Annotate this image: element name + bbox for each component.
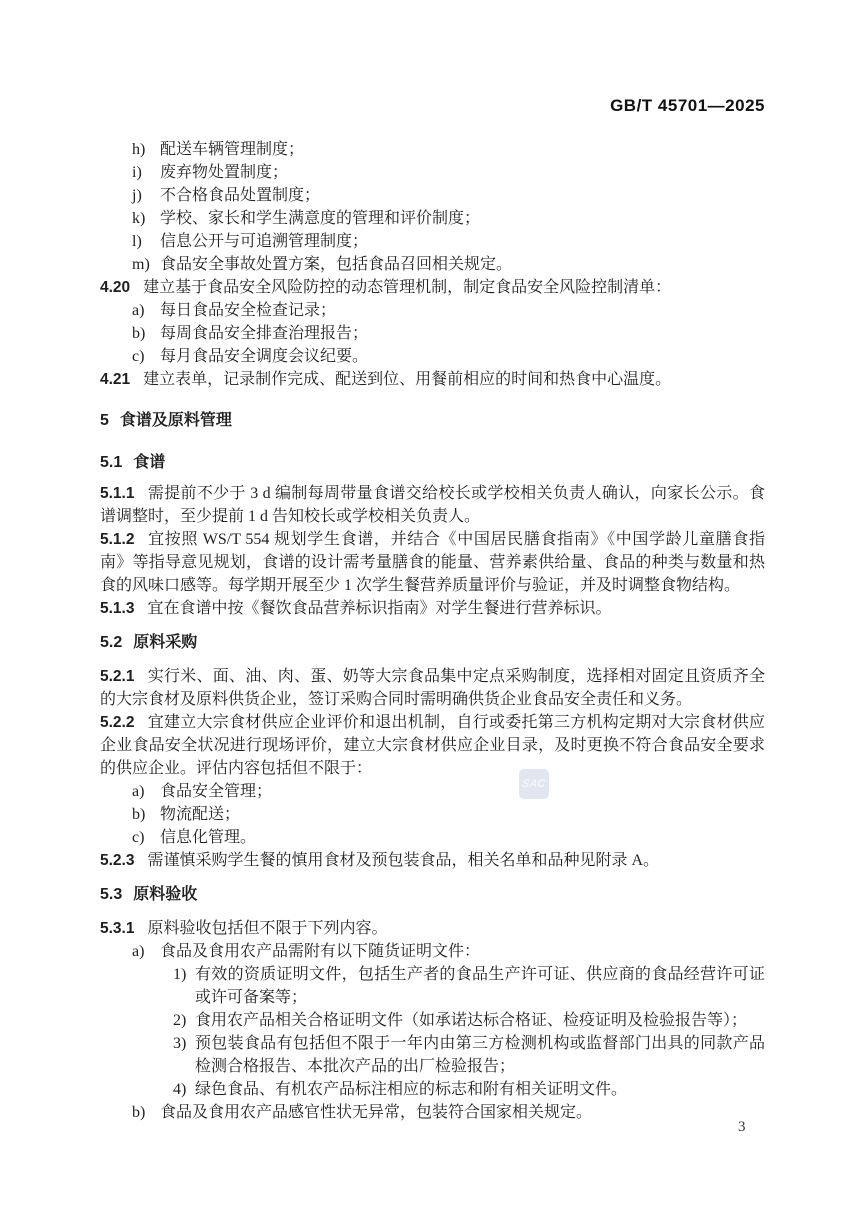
list-item-b	[100, 1101, 765, 1124]
list-text: 废弃物处置制度；	[160, 164, 289, 181]
list-text: 食品安全管理；	[160, 783, 273, 800]
subsection-heading-5-3	[100, 883, 765, 906]
list-text: 每日食品安全检查记录；	[160, 302, 337, 319]
list-item	[100, 138, 765, 161]
list-text: 绿色食品、有机农产品标注相应的标志和附有相关证明文件。	[195, 1081, 628, 1098]
list-marker: b)	[132, 1104, 146, 1121]
clause-text: 建立基于食品安全风险防控的动态管理机制，制定食品安全风险控制清单：	[143, 279, 672, 296]
heading-title: 原料验收	[133, 886, 198, 903]
clause-text: 宜建立大宗食材供应企业评价和退出机制，自行或委托第三方机构定期对大宗食材供应企业食品安全状况进行现场评价，建立大宗食材供应企业目录，及时更换不符合食品安全要求的供应企业。评估内容包括但不限于：	[100, 714, 765, 777]
list-item	[100, 780, 765, 803]
list-marker: m)	[132, 256, 150, 273]
list-marker: 4)	[173, 1081, 187, 1098]
list-item	[100, 826, 765, 849]
clause-text: 宜在食谱中按《餐饮食品营养标识指南》对学生餐进行营养标识。	[147, 600, 612, 617]
list-item	[100, 207, 765, 230]
clause-number: 5.1.1	[100, 485, 135, 502]
list-item	[100, 184, 765, 207]
clause-text: 实行米、面、油、肉、蛋、奶等大宗食品集中定点采购制度，选择相对固定且资质齐全的大宗食材及原料供货企业，签订采购合同时需明确供货企业食品安全责任和义务。	[100, 668, 765, 708]
clause-5-3-1	[100, 917, 765, 940]
clause-text: 需提前不少于 3 d 编制每周带量食谱交给校长或学校相关负责人确认，向家长公示。食谱调整时，至少提前 1 d 告知校长或学校相关负责人。	[100, 485, 765, 525]
subsection-heading-5-1	[100, 451, 765, 474]
heading-number: 5	[100, 412, 109, 429]
clause-number: 5.2.1	[100, 668, 135, 685]
sublist-item	[100, 963, 765, 1009]
clause-4-20	[100, 276, 765, 299]
list-text: 每周食品安全排查治理报告；	[160, 325, 369, 342]
list-item	[100, 299, 765, 322]
clause-5-1-1	[100, 482, 765, 528]
evaluation-list-5-2-2	[100, 780, 765, 849]
list-marker: b)	[132, 325, 146, 342]
clause-text: 宜按照 WS/T 554 规划学生食谱，并结合《中国居民膳食指南》《中国学龄儿童膳食指南》等指导意见规划，食谱的设计需考量膳食的能量、营养素供给量、食品的种类与数量和热食的风味口感等。每学期开展至少 1 次学生餐营养质量评价与验证，并及时调整食物结构。	[100, 531, 765, 594]
clause-number: 5.3.1	[100, 920, 135, 937]
list-item-a	[100, 940, 765, 963]
list-text: 食用农产品相关合格证明文件（如承诺达标合格证、检疫证明及检验报告等）；	[195, 1012, 748, 1029]
sublist-item	[100, 1032, 765, 1078]
heading-title: 原料采购	[133, 634, 198, 651]
list-text: 物流配送；	[160, 806, 241, 823]
list-text: 不合格食品处置制度；	[160, 187, 321, 204]
list-item	[100, 322, 765, 345]
sublist-item	[100, 1078, 765, 1101]
list-marker: l)	[132, 233, 142, 250]
clause-number: 4.21	[100, 371, 131, 388]
heading-number: 5.1	[100, 454, 123, 471]
clause-5-2-3	[100, 849, 765, 872]
list-text: 食品及食用农产品感官性状无异常，包装符合国家相关规定。	[160, 1104, 593, 1121]
list-marker: c)	[132, 829, 145, 846]
list-marker: h)	[132, 141, 146, 158]
list-marker: a)	[132, 943, 145, 960]
list-text: 学校、家长和学生满意度的管理和评价制度；	[160, 210, 481, 227]
list-marker: c)	[132, 348, 145, 365]
list-marker: 1)	[173, 966, 187, 983]
heading-title: 食谱及原料管理	[119, 412, 232, 429]
clause-text: 建立表单，记录制作完成、配送到位、用餐前相应的时间和热食中心温度。	[143, 371, 672, 388]
list-marker: 3)	[173, 1035, 187, 1052]
list-marker: k)	[132, 210, 146, 227]
clause-5-1-3	[100, 597, 765, 620]
clause-4-21	[100, 368, 765, 391]
list-item	[100, 803, 765, 826]
list-text: 有效的资质证明文件，包括生产者的食品生产许可证、供应商的食品经营许可证或许可备案等；	[195, 966, 765, 1006]
list-marker: i)	[132, 164, 142, 181]
list-item	[100, 161, 765, 184]
list-text: 信息公开与可追溯管理制度；	[160, 233, 369, 250]
list-item	[100, 253, 765, 276]
heading-number: 5.2	[100, 634, 123, 651]
list-item	[100, 230, 765, 253]
clause-5-1-2	[100, 528, 765, 597]
list-text: 预包装食品有包括但不限于一年内由第三方检测机构或监督部门出具的同款产品检测合格报告、本批次产品的出厂检验报告；	[195, 1035, 765, 1075]
clause-number: 5.2.3	[100, 852, 135, 869]
list-marker: a)	[132, 302, 145, 319]
list-item	[100, 345, 765, 368]
sac-watermark-text: SAC	[521, 777, 547, 790]
clause-number: 4.20	[100, 279, 131, 296]
list-marker: 2)	[173, 1012, 187, 1029]
document-sublist-5-3-1a	[100, 963, 765, 1101]
clause-number: 5.2.2	[100, 714, 135, 731]
list-text: 配送车辆管理制度；	[160, 141, 305, 158]
section-heading-5	[100, 409, 765, 432]
list-marker: j)	[132, 187, 142, 204]
clause-number: 5.1.3	[100, 600, 135, 617]
standard-number: GB/T 45701—2025	[610, 96, 765, 115]
clause-text: 需谨慎采购学生餐的慎用食材及预包装食品，相关名单和品种见附录 A。	[147, 852, 660, 869]
record-list-4-20	[100, 299, 765, 368]
sublist-item	[100, 1009, 765, 1032]
clause-5-2-1	[100, 665, 765, 711]
list-marker: a)	[132, 783, 145, 800]
heading-title: 食谱	[133, 454, 166, 471]
list-text: 信息化管理。	[160, 829, 257, 846]
system-list-h-to-m	[100, 138, 765, 276]
list-text: 每月食品安全调度会议纪要。	[160, 348, 369, 365]
list-text: 食品及食用农产品需附有以下随货证明文件：	[160, 943, 481, 960]
clause-text: 原料验收包括但不限于下列内容。	[147, 920, 388, 937]
subsection-heading-5-2	[100, 631, 765, 654]
list-marker: b)	[132, 806, 146, 823]
clause-5-2-2	[100, 711, 765, 780]
page-number: 3	[738, 1119, 746, 1135]
heading-number: 5.3	[100, 886, 123, 903]
clause-number: 5.1.2	[100, 531, 135, 548]
list-text: 食品安全事故处置方案，包括食品召回相关规定。	[160, 256, 513, 273]
